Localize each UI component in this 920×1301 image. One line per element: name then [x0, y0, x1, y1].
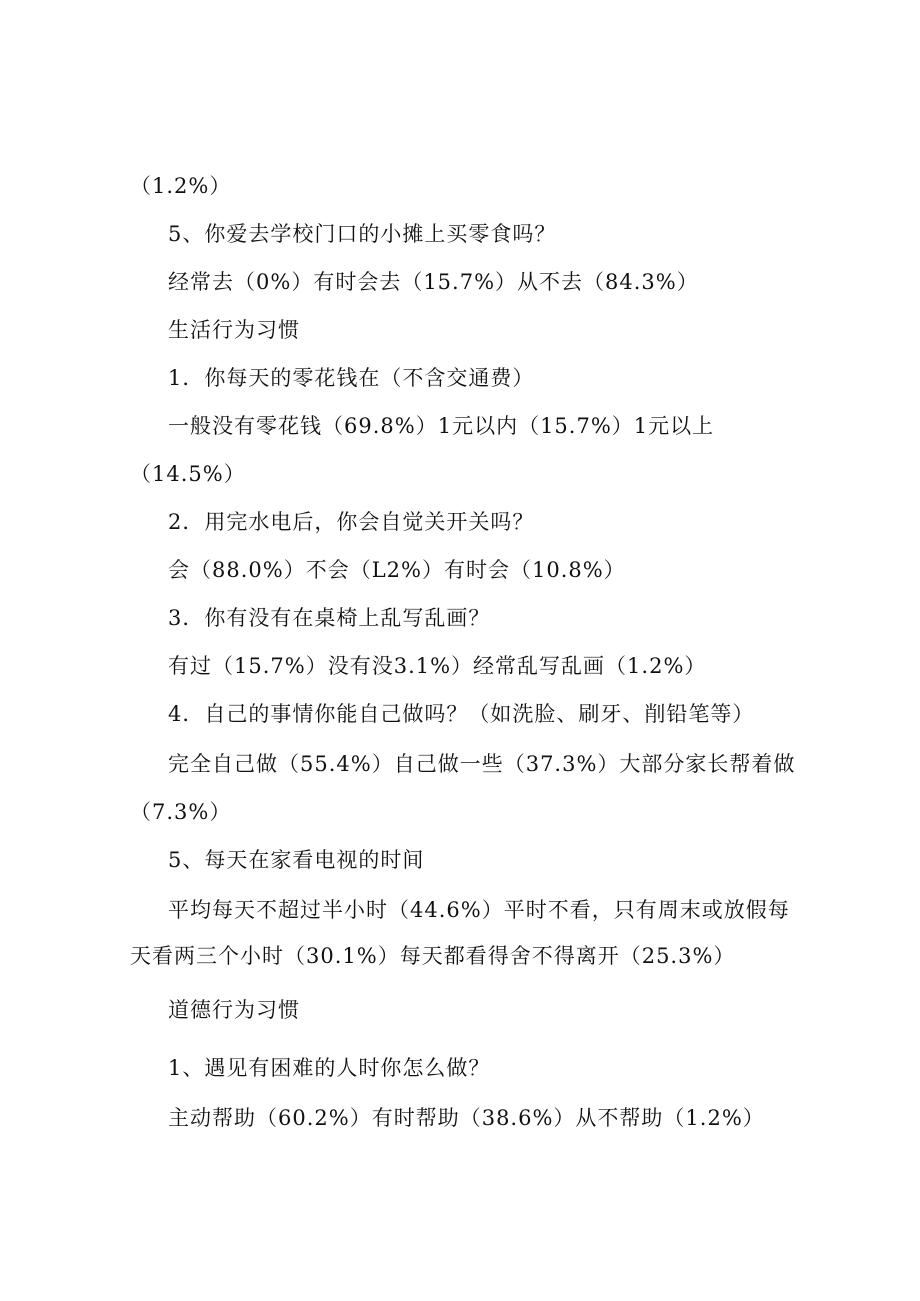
question-line: 2．用完水电后，你会自觉关开关吗？	[168, 510, 535, 534]
answer-line: 平均每天不超过半小时（44.6%）平时不看，只有周末或放假每	[168, 898, 790, 922]
question-line: 4．自己的事情你能自己做吗？（如洗脸、刷牙、削铅笔等）	[168, 702, 755, 726]
text-line: （1.2%）	[130, 174, 232, 198]
answer-line: 有过（15.7%）没有没3.1%）经常乱写乱画（1.2%）	[168, 654, 707, 678]
answer-line: 一般没有零花钱（69.8%）1元以内（15.7%）1元以上	[168, 414, 715, 438]
question-line: 5、你爱去学校门口的小摊上买零食吗？	[168, 222, 557, 246]
answer-continuation: 天看两三个小时（30.1%）每天都看得舍不得离开（25.3%）	[130, 944, 736, 968]
answer-continuation: （7.3%）	[130, 800, 232, 824]
section-heading: 道德行为习惯	[168, 998, 300, 1022]
answer-line: 完全自己做（55.4%）自己做一些（37.3%）大部分家长帮着做	[168, 752, 796, 776]
section-heading: 生活行为习惯	[168, 318, 300, 342]
question-line: 3．你有没有在桌椅上乱写乱画？	[168, 606, 491, 630]
answer-line: 会（88.0%）不会（L2%）有时会（10.8%）	[168, 558, 626, 582]
answer-line: 主动帮助（60.2%）有时帮助（38.6%）从不帮助（1.2%）	[168, 1106, 765, 1130]
question-line: 1、遇见有困难的人时你怎么做？	[168, 1056, 491, 1080]
question-line: 5、每天在家看电视的时间	[168, 848, 425, 872]
answer-continuation: （14.5%）	[130, 462, 246, 486]
answer-line: 经常去（0%）有时会去（15.7%）从不去（84.3%）	[168, 270, 699, 294]
question-line: 1．你每天的零花钱在（不含交通费）	[168, 366, 535, 390]
